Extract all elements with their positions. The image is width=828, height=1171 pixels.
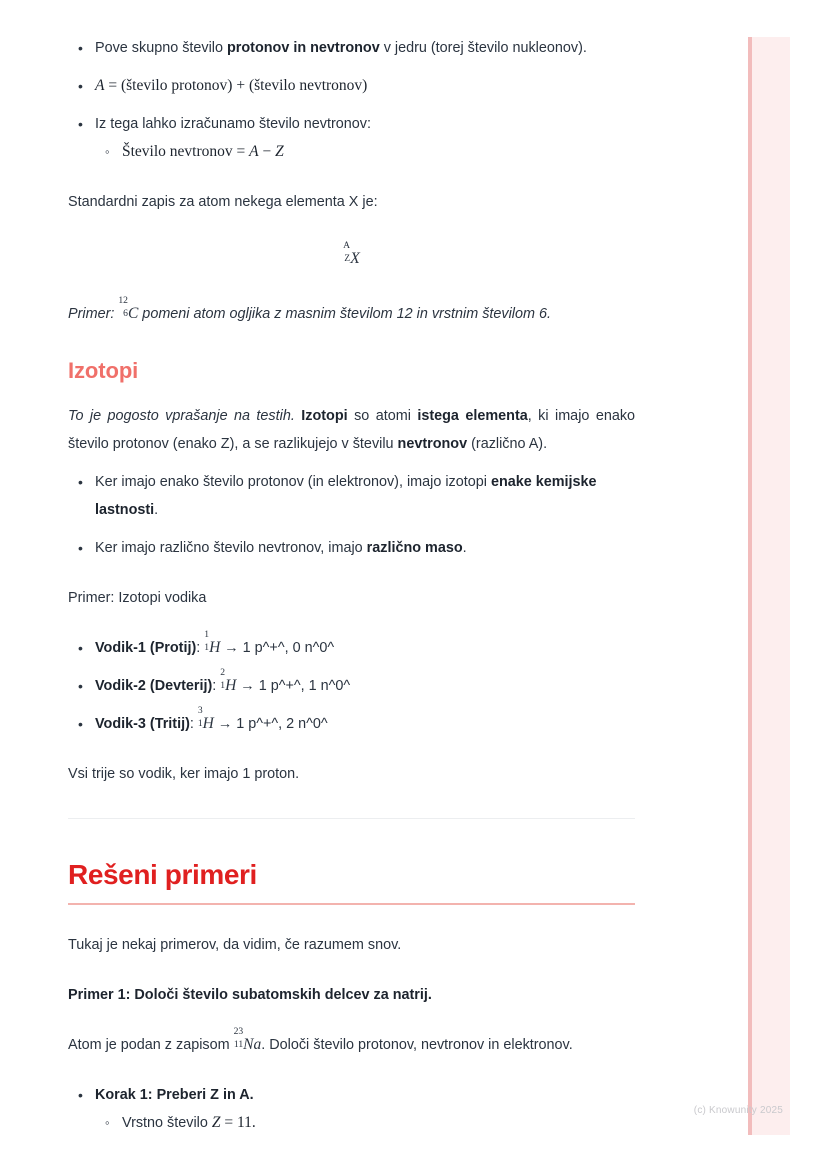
arrow-icon: → bbox=[220, 639, 243, 656]
math-variable-z: Z bbox=[275, 143, 284, 160]
particle-composition: 1 p^+^, 2 n^0^ bbox=[236, 715, 328, 732]
hydrogen-isotopes-list bbox=[68, 629, 635, 738]
atomic-number-subscript: 1 bbox=[204, 641, 210, 653]
right-edge-panel bbox=[752, 37, 790, 1135]
element-symbol: H bbox=[209, 638, 221, 656]
primer1-body-paragraph bbox=[68, 1026, 635, 1059]
example-tail: pomeni atom ogljika z masnim številom 12 in vrstnim številom 6. bbox=[138, 305, 551, 322]
izotopi-italic-intro: To je pogosto vprašanje na testih. bbox=[68, 407, 295, 424]
list-item bbox=[95, 468, 635, 524]
list-item bbox=[95, 110, 635, 166]
standard-notation-formula bbox=[68, 240, 635, 268]
atomic-number-subscript: 11 bbox=[233, 1038, 244, 1050]
primer1-steps-list bbox=[68, 1081, 635, 1137]
math-minus-operator: − bbox=[258, 143, 276, 160]
isotope-separator: : bbox=[189, 715, 198, 732]
bullet-text-bold: protonov in nevtronov bbox=[227, 40, 380, 56]
neutron-calc-sublist bbox=[95, 138, 635, 166]
section-heading-reseni-primeri: Rešeni primeri bbox=[68, 858, 257, 890]
bullet-text-pre: Ker imajo enako število protonov (in elektronov), imajo izotopi bbox=[95, 473, 491, 490]
list-item bbox=[95, 1081, 635, 1137]
section-heading-izotopi: Izotopi bbox=[68, 357, 139, 383]
izotopi-bold-term: Izotopi bbox=[301, 407, 348, 424]
section-heading-underline bbox=[68, 903, 635, 905]
nuclide-indices bbox=[118, 295, 128, 319]
list-item bbox=[95, 629, 635, 662]
isotope-separator: : bbox=[212, 677, 221, 694]
nuclide-notation-sodium bbox=[233, 1026, 262, 1059]
copyright-watermark: (c) Knowunity 2025 bbox=[693, 1105, 783, 1116]
math-variable-a: A bbox=[249, 143, 259, 160]
isotope-separator: : bbox=[196, 639, 205, 656]
hydrogen-example-lead: Primer: Izotopi vodika bbox=[68, 589, 207, 606]
isotope-name: Vodik-2 (Devterij) bbox=[95, 677, 213, 694]
izotopi-properties-list bbox=[68, 468, 635, 562]
mass-number-superscript: 3 bbox=[197, 705, 203, 716]
nuclide-notation-hydrogen bbox=[197, 705, 214, 738]
izotopi-text-3: (različno A). bbox=[467, 435, 548, 452]
carbon-example-paragraph bbox=[68, 295, 635, 328]
bullet-text-post: . bbox=[154, 501, 159, 518]
bullet-text-bold: enake kemijske lastnosti bbox=[95, 473, 597, 518]
step-title: Korak 1: Preberi Z in A. bbox=[95, 1086, 254, 1103]
mass-number-superscript: A bbox=[343, 240, 351, 251]
element-symbol: Na bbox=[243, 1035, 262, 1053]
mass-number-superscript: 12 bbox=[118, 295, 128, 306]
primer1-title: Primer 1: Določi število subatomskih delcev za natrij. bbox=[68, 986, 432, 1003]
nucleon-definition-list bbox=[68, 34, 635, 166]
nuclide-notation-hydrogen bbox=[204, 629, 221, 662]
particle-composition: 1 p^+^, 1 n^0^ bbox=[258, 677, 351, 694]
list-item bbox=[95, 705, 635, 738]
nuclide-notation-hydrogen bbox=[220, 667, 237, 700]
math-variable-a: A bbox=[95, 77, 105, 94]
bullet-text-bold: različno maso bbox=[366, 539, 463, 556]
element-symbol: H bbox=[202, 714, 214, 732]
atomic-number-subscript: 1 bbox=[197, 717, 203, 729]
list-item bbox=[95, 72, 635, 100]
mass-number-superscript: 2 bbox=[220, 667, 226, 678]
section-divider bbox=[68, 818, 635, 819]
element-symbol: H bbox=[225, 676, 237, 694]
list-item bbox=[122, 1109, 635, 1137]
nuclide-notation-carbon bbox=[118, 295, 139, 328]
atomic-number-subscript: 1 bbox=[220, 679, 226, 691]
arrow-icon: → bbox=[213, 715, 237, 732]
atomic-number-subscript: 6 bbox=[123, 307, 128, 319]
nuclide-indices bbox=[233, 1026, 244, 1050]
nuclide-notation-generic bbox=[343, 240, 360, 268]
isotope-name: Vodik-1 (Protij) bbox=[95, 639, 197, 656]
step-detail-pre: Vrstno število bbox=[122, 1114, 212, 1131]
step-detail-sublist bbox=[95, 1109, 635, 1137]
math-variable-z: Z bbox=[211, 1113, 221, 1131]
neutron-calc-label: Iz tega lahko izračunamo število nevtronov: bbox=[95, 116, 371, 132]
reseni-intro-paragraph: Tukaj je nekaj primerov, da vidim, če razumem snov. bbox=[68, 936, 402, 953]
atomic-number-subscript: Z bbox=[344, 252, 351, 264]
mass-number-superscript: 23 bbox=[233, 1026, 244, 1037]
isotope-name: Vodik-3 (Tritij) bbox=[95, 715, 190, 732]
izotopi-bold-same-element: istega elementa bbox=[417, 407, 528, 424]
element-symbol: C bbox=[127, 304, 139, 322]
bullet-text-post: v jedru (torej število nukleonov). bbox=[379, 40, 587, 56]
izotopi-text-2: , ki imajo enako število protonov (enako Z), a se razlikujejo v številu bbox=[68, 407, 636, 452]
list-item bbox=[122, 138, 635, 166]
hydrogen-closing-note: Vsi trije so vodik, ker imajo 1 proton. bbox=[68, 765, 300, 782]
example-lead: Primer: bbox=[68, 305, 119, 322]
izotopi-text-1: so atomi bbox=[347, 407, 418, 424]
mass-number-superscript: 1 bbox=[204, 629, 210, 640]
bullet-text-post: . bbox=[462, 539, 467, 556]
list-item bbox=[95, 534, 635, 562]
arrow-icon: → bbox=[236, 677, 259, 694]
bullet-text-pre: Ker imajo različno število nevtronov, imajo bbox=[95, 539, 367, 556]
primer1-text-post: . Določi število protonov, nevtronov in elektronov. bbox=[261, 1036, 573, 1053]
list-item bbox=[95, 667, 635, 700]
particle-composition: 1 p^+^, 0 n^0^ bbox=[242, 639, 335, 656]
element-symbol: X bbox=[350, 249, 360, 267]
primer1-text-pre: Atom je podan z zapisom bbox=[68, 1036, 234, 1053]
step-detail-post: = 11. bbox=[220, 1113, 256, 1131]
standard-notation-lead: Standardni zapis za atom nekega elementa X je: bbox=[68, 194, 378, 210]
list-item bbox=[95, 34, 635, 62]
document-content bbox=[68, 34, 635, 1149]
mass-number-equation: = (število protonov) + (število nevtronov) bbox=[104, 77, 368, 94]
bullet-text-pre: Pove skupno število bbox=[95, 40, 227, 56]
izotopi-definition-paragraph bbox=[68, 402, 635, 458]
neutron-count-label: Število nevtronov = bbox=[122, 143, 250, 160]
izotopi-bold-neutrons: nevtronov bbox=[397, 435, 468, 452]
